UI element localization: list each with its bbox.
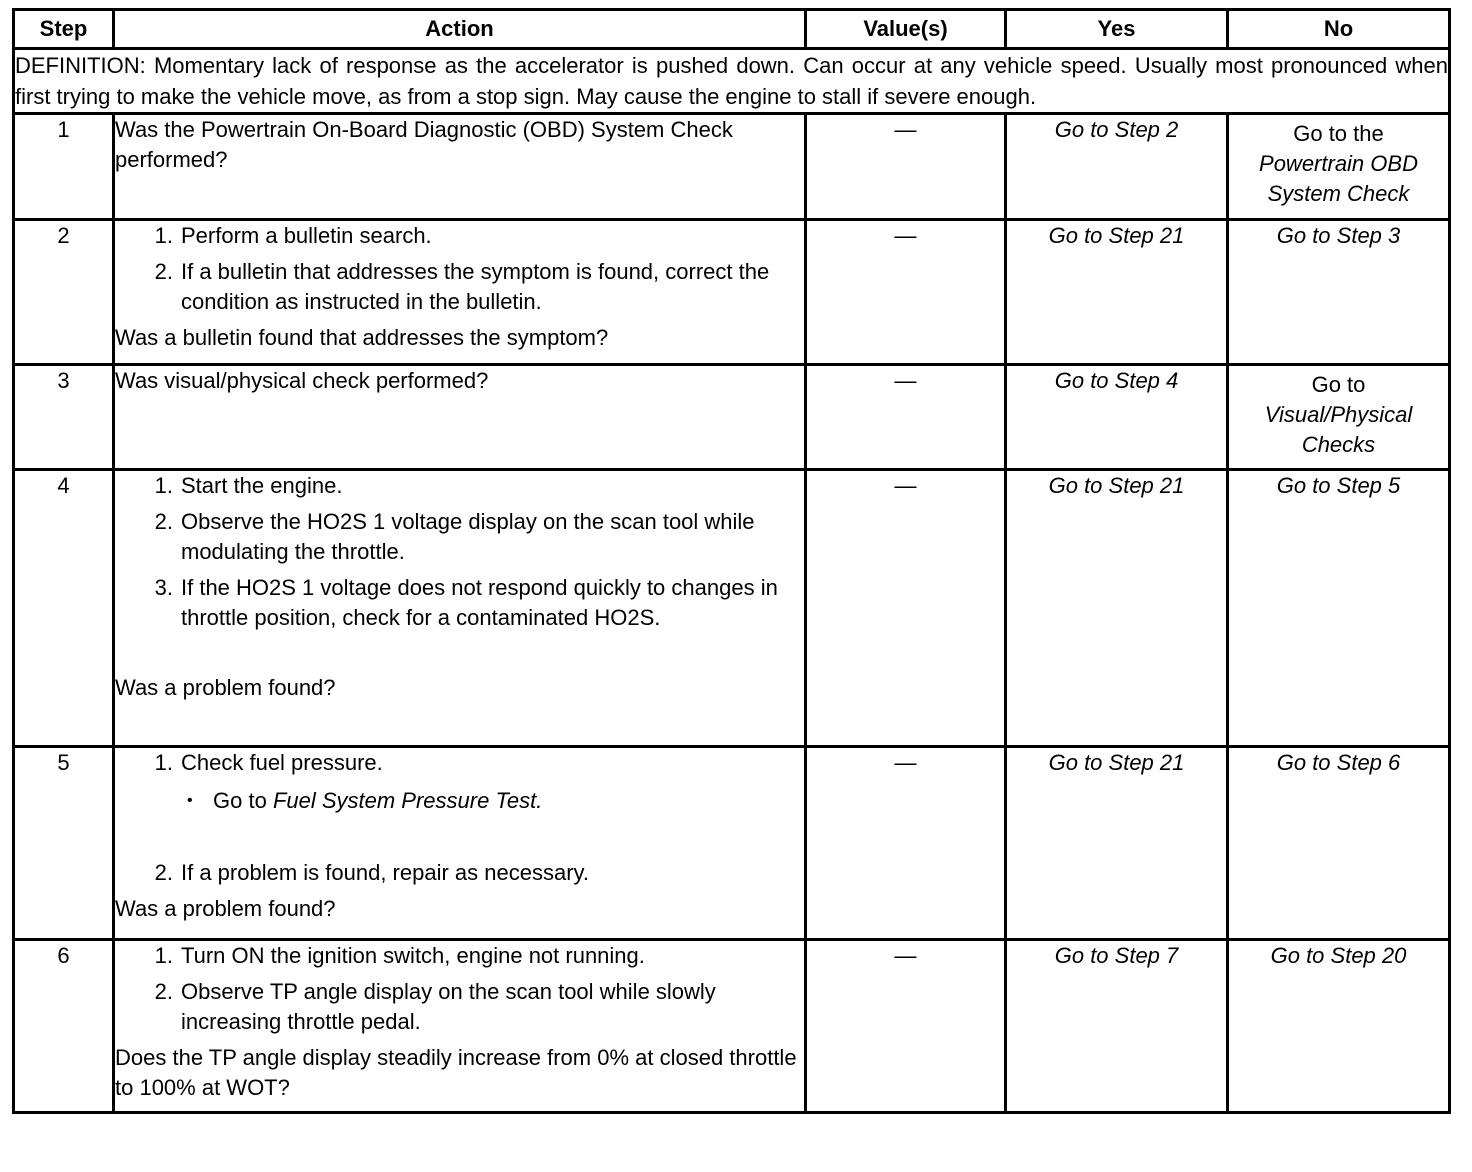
action-steps bbox=[115, 471, 804, 633]
table-row bbox=[14, 114, 1450, 220]
header-yes: Yes bbox=[1006, 10, 1228, 49]
header-values: Value(s) bbox=[806, 10, 1006, 49]
table-row bbox=[14, 365, 1450, 470]
no-link[interactable]: Go to Step 3 bbox=[1228, 220, 1450, 365]
sub-bullets bbox=[181, 786, 804, 816]
no-link[interactable]: Go to Step 5 bbox=[1228, 470, 1450, 747]
spacer bbox=[181, 816, 804, 852]
action-cell bbox=[114, 470, 806, 747]
step-number: 4 bbox=[14, 470, 114, 747]
value-cell: — bbox=[806, 470, 1006, 747]
action-step-item: Turn ON the ignition switch, engine not running. bbox=[181, 943, 645, 968]
table-row bbox=[14, 470, 1450, 747]
header-no: No bbox=[1228, 10, 1450, 49]
no-link-target[interactable]: Visual/Physical Checks bbox=[1264, 402, 1413, 457]
action-question: Was a bulletin found that addresses the symptom? bbox=[115, 325, 609, 350]
action-question: Was the Powertrain On-Board Diagnostic (OBD) System Check performed? bbox=[115, 117, 733, 172]
action-step-item: Perform a bulletin search. bbox=[181, 223, 432, 248]
action-question: Does the TP angle display steadily increase from 0% at closed throttle to 100% at WOT? bbox=[115, 1045, 797, 1100]
definition-row bbox=[14, 49, 1450, 114]
step-number: 5 bbox=[14, 747, 114, 940]
yes-link[interactable]: Go to Step 21 bbox=[1006, 220, 1228, 365]
no-link-target[interactable]: Powertrain OBD System Check bbox=[1259, 151, 1418, 206]
no-link[interactable] bbox=[1228, 365, 1450, 470]
table-row bbox=[14, 747, 1450, 940]
sub-bullet-item bbox=[213, 786, 804, 816]
step-number: 2 bbox=[14, 220, 114, 365]
yes-link[interactable]: Go to Step 4 bbox=[1006, 365, 1228, 470]
value-cell: — bbox=[806, 114, 1006, 220]
no-link[interactable]: Go to Step 20 bbox=[1228, 940, 1450, 1113]
no-link-prefix: Go to bbox=[1311, 372, 1366, 397]
action-steps bbox=[115, 941, 804, 1037]
table-row bbox=[14, 220, 1450, 365]
spacer bbox=[115, 639, 804, 673]
yes-link[interactable]: Go to Step 21 bbox=[1006, 747, 1228, 940]
value-cell: — bbox=[806, 365, 1006, 470]
action-step-item: Observe the HO2S 1 voltage display on the scan tool while modulating the throttle. bbox=[181, 509, 755, 564]
action-cell bbox=[114, 747, 806, 940]
bullet-prefix: Go to bbox=[213, 788, 267, 813]
step-number: 6 bbox=[14, 940, 114, 1113]
header-step: Step bbox=[14, 10, 114, 49]
value-cell: — bbox=[806, 940, 1006, 1113]
action-cell bbox=[114, 940, 806, 1113]
no-link[interactable] bbox=[1228, 114, 1450, 220]
step-number: 3 bbox=[14, 365, 114, 470]
step-number: 1 bbox=[14, 114, 114, 220]
table-row bbox=[14, 940, 1450, 1113]
header-row bbox=[14, 10, 1450, 49]
no-link[interactable]: Go to Step 6 bbox=[1228, 747, 1450, 940]
action-steps bbox=[115, 221, 804, 317]
diagnostic-table bbox=[12, 8, 1451, 1114]
yes-link[interactable]: Go to Step 21 bbox=[1006, 470, 1228, 747]
yes-link[interactable]: Go to Step 7 bbox=[1006, 940, 1228, 1113]
no-link-prefix: Go to the bbox=[1293, 121, 1384, 146]
yes-link[interactable]: Go to Step 2 bbox=[1006, 114, 1228, 220]
action-step-item: Observe TP angle display on the scan tool while slowly increasing throttle pedal. bbox=[181, 979, 716, 1034]
action-step-item: If the HO2S 1 voltage does not respond quickly to changes in throttle position, check for a contaminated HO2S. bbox=[181, 575, 778, 630]
bullet-link[interactable]: Fuel System Pressure Test. bbox=[272, 788, 543, 813]
definition-text: DEFINITION: Momentary lack of response as the accelerator is pushed down. Can occur at any vehicle speed. Usually most pronounced when first trying to make the vehicle move, as from a stop sign. May cause the engine to stall if severe enough. bbox=[14, 49, 1450, 114]
action-step-item: If a bulletin that addresses the symptom is found, correct the condition as instructed in the bulletin. bbox=[181, 259, 770, 314]
action-question: Was visual/physical check performed? bbox=[115, 368, 489, 393]
action-step-text: Check fuel pressure. bbox=[181, 750, 383, 775]
action-cell bbox=[114, 220, 806, 365]
value-cell: — bbox=[806, 220, 1006, 365]
action-question: Was a problem found? bbox=[115, 896, 336, 921]
action-step-item: If a problem is found, repair as necessary. bbox=[181, 860, 590, 885]
header-action: Action bbox=[114, 10, 806, 49]
action-step-item: Start the engine. bbox=[181, 473, 343, 498]
action-cell bbox=[114, 365, 806, 470]
action-step-item bbox=[181, 748, 804, 852]
action-steps bbox=[115, 748, 804, 888]
value-cell: — bbox=[806, 747, 1006, 940]
action-question: Was a problem found? bbox=[115, 675, 336, 700]
action-cell bbox=[114, 114, 806, 220]
